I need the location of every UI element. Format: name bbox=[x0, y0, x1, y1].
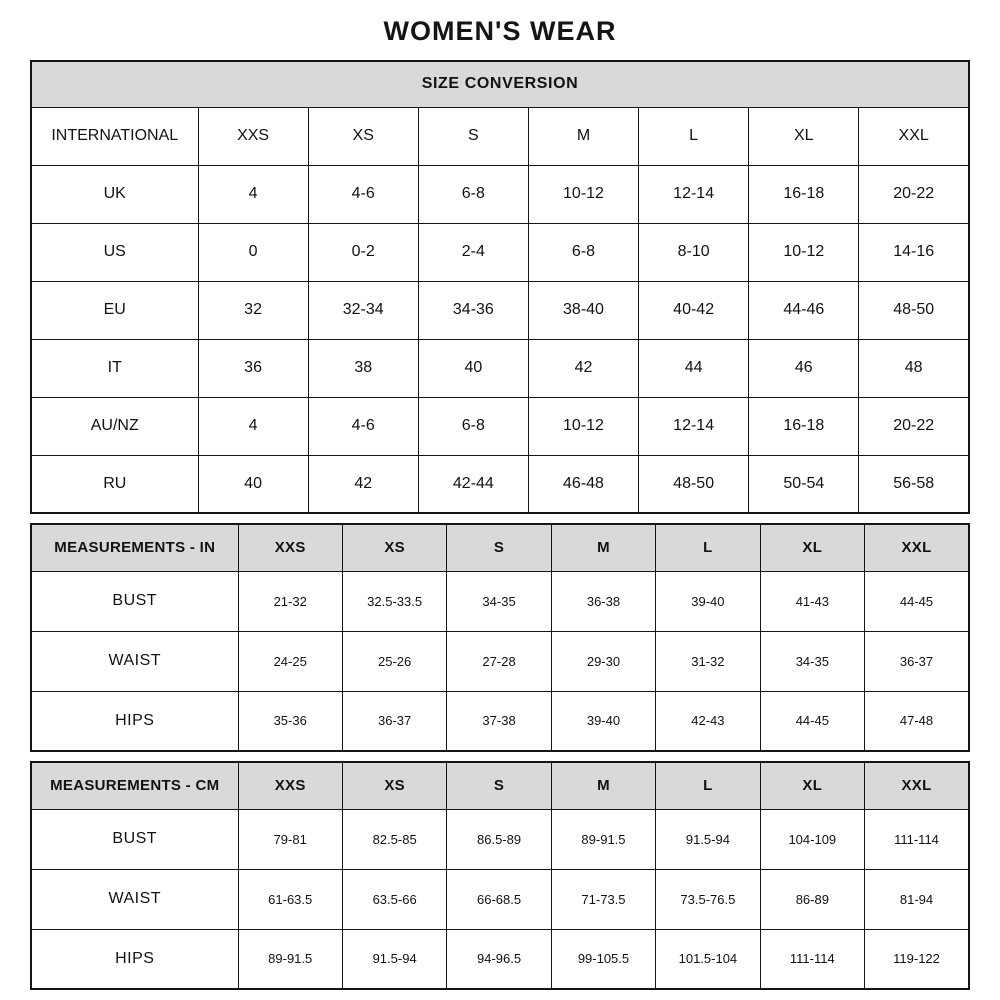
measurements_in-col-header: XL bbox=[760, 524, 864, 571]
page-title: WOMEN'S WEAR bbox=[383, 16, 617, 46]
size_conversion-cell: 10-12 bbox=[749, 223, 859, 281]
size_conversion-row-label: AU/NZ bbox=[31, 397, 198, 455]
measurements_cm-cell: 89-91.5 bbox=[238, 929, 342, 989]
size_conversion-cell: 6-8 bbox=[418, 397, 528, 455]
size_conversion-row bbox=[31, 455, 969, 513]
size_conversion-col-header: XS bbox=[308, 107, 418, 165]
measurements_in-cell: 24-25 bbox=[238, 631, 342, 691]
size_conversion-row-label: RU bbox=[31, 455, 198, 513]
measurements_in-cell: 44-45 bbox=[760, 691, 864, 751]
size_conversion-cell: 42 bbox=[308, 455, 418, 513]
size_conversion-col-header: XL bbox=[749, 107, 859, 165]
measurements_in-col-header: XS bbox=[342, 524, 446, 571]
measurements_cm-row-label: WAIST bbox=[31, 869, 238, 929]
size_conversion-cell: 38-40 bbox=[528, 281, 638, 339]
size_conversion-cell: 56-58 bbox=[859, 455, 969, 513]
size_conversion-cell: 44 bbox=[639, 339, 749, 397]
measurements_in-col-header: S bbox=[447, 524, 551, 571]
size_conversion-cell: 2-4 bbox=[418, 223, 528, 281]
size_conversion-cell: 46 bbox=[749, 339, 859, 397]
measurements_in-cell: 25-26 bbox=[342, 631, 446, 691]
measurements_in-cell: 34-35 bbox=[447, 571, 551, 631]
measurements_in-row-label: WAIST bbox=[31, 631, 238, 691]
measurements_cm-cell: 79-81 bbox=[238, 809, 342, 869]
size_conversion-cell: 42-44 bbox=[418, 455, 528, 513]
measurements_in-cell: 39-40 bbox=[656, 571, 760, 631]
measurements_cm-col-header: S bbox=[447, 762, 551, 809]
measurements_in-col-header: M bbox=[551, 524, 655, 571]
measurements_in-cell: 35-36 bbox=[238, 691, 342, 751]
measurements_cm-cell: 86-89 bbox=[760, 869, 864, 929]
measurements_in-cell: 36-37 bbox=[865, 631, 969, 691]
measurements_cm-cell: 101.5-104 bbox=[656, 929, 760, 989]
size_conversion-col-header: INTERNATIONAL bbox=[31, 107, 198, 165]
measurements-cm-table bbox=[30, 761, 970, 990]
measurements_in-row bbox=[31, 691, 969, 751]
measurements_cm-cell: 82.5-85 bbox=[342, 809, 446, 869]
measurements_cm-cell: 91.5-94 bbox=[656, 809, 760, 869]
size_conversion-cell: 32 bbox=[198, 281, 308, 339]
size_conversion-cell: 42 bbox=[528, 339, 638, 397]
measurements_cm-cell: 111-114 bbox=[865, 809, 969, 869]
measurements_in-row-label: BUST bbox=[31, 571, 238, 631]
measurements_in-cell: 31-32 bbox=[656, 631, 760, 691]
measurements_cm-col-header: XL bbox=[760, 762, 864, 809]
measurements_in-cell: 36-38 bbox=[551, 571, 655, 631]
size_conversion-col-header: XXL bbox=[859, 107, 969, 165]
measurements_cm-cell: 66-68.5 bbox=[447, 869, 551, 929]
size_conversion-cell: 6-8 bbox=[418, 165, 528, 223]
size_conversion-cell: 20-22 bbox=[859, 397, 969, 455]
measurements_cm-cell: 94-96.5 bbox=[447, 929, 551, 989]
measurements_cm-cell: 89-91.5 bbox=[551, 809, 655, 869]
measurements_in-cell: 44-45 bbox=[865, 571, 969, 631]
measurements_in-cell: 32.5-33.5 bbox=[342, 571, 446, 631]
size_conversion-cell: 48-50 bbox=[639, 455, 749, 513]
size_conversion-cell: 34-36 bbox=[418, 281, 528, 339]
size_conversion-cell: 12-14 bbox=[639, 165, 749, 223]
size_conversion-cell: 4-6 bbox=[308, 165, 418, 223]
measurements_cm-cell: 73.5-76.5 bbox=[656, 869, 760, 929]
measurements_cm-row bbox=[31, 809, 969, 869]
size_conversion-cell: 48-50 bbox=[859, 281, 969, 339]
measurements_in-row bbox=[31, 631, 969, 691]
size_conversion-row-label: EU bbox=[31, 281, 198, 339]
measurements_cm-cell: 99-105.5 bbox=[551, 929, 655, 989]
measurements_cm-cell: 104-109 bbox=[760, 809, 864, 869]
size_conversion-cell: 14-16 bbox=[859, 223, 969, 281]
size_conversion-cell: 44-46 bbox=[749, 281, 859, 339]
size_conversion-col-header: XXS bbox=[198, 107, 308, 165]
measurements_in-cell: 27-28 bbox=[447, 631, 551, 691]
size_conversion-cell: 20-22 bbox=[859, 165, 969, 223]
size_conversion-row-label: IT bbox=[31, 339, 198, 397]
measurements_cm-col-header: M bbox=[551, 762, 655, 809]
measurements_in-cell: 41-43 bbox=[760, 571, 864, 631]
measurements_cm-cell: 119-122 bbox=[865, 929, 969, 989]
measurements_in-row-label: HIPS bbox=[31, 691, 238, 751]
measurements_cm-col-header: L bbox=[656, 762, 760, 809]
size_conversion-cell: 50-54 bbox=[749, 455, 859, 513]
size_conversion-cell: 36 bbox=[198, 339, 308, 397]
size_conversion-row bbox=[31, 281, 969, 339]
size_conversion-cell: 40 bbox=[198, 455, 308, 513]
measurements_cm-cell: 71-73.5 bbox=[551, 869, 655, 929]
size_conversion-cell: 10-12 bbox=[528, 165, 638, 223]
measurements_cm-row-label: BUST bbox=[31, 809, 238, 869]
size_conversion-row bbox=[31, 339, 969, 397]
measurements-in-table bbox=[30, 523, 970, 752]
size_conversion-banner: SIZE CONVERSION bbox=[31, 61, 969, 107]
size_conversion-cell: 46-48 bbox=[528, 455, 638, 513]
measurements_in-cell: 37-38 bbox=[447, 691, 551, 751]
size_conversion-cell: 16-18 bbox=[749, 397, 859, 455]
size_conversion-cell: 0-2 bbox=[308, 223, 418, 281]
measurements_in-cell: 42-43 bbox=[656, 691, 760, 751]
size_conversion-cell: 10-12 bbox=[528, 397, 638, 455]
size_conversion-row-label: UK bbox=[31, 165, 198, 223]
size_conversion-cell: 40-42 bbox=[639, 281, 749, 339]
size_conversion-cell: 16-18 bbox=[749, 165, 859, 223]
size_conversion-row bbox=[31, 223, 969, 281]
measurements_in-cell: 36-37 bbox=[342, 691, 446, 751]
size_conversion-cell: 6-8 bbox=[528, 223, 638, 281]
size_conversion-row bbox=[31, 397, 969, 455]
measurements_in-cell: 34-35 bbox=[760, 631, 864, 691]
measurements_cm-cell: 61-63.5 bbox=[238, 869, 342, 929]
measurements_in-row bbox=[31, 571, 969, 631]
size_conversion-row bbox=[31, 165, 969, 223]
size_conversion-cell: 4 bbox=[198, 397, 308, 455]
measurements_cm-cell: 111-114 bbox=[760, 929, 864, 989]
size_conversion-row-label: US bbox=[31, 223, 198, 281]
measurements_in-col-header: XXL bbox=[865, 524, 969, 571]
measurements_in-col-header: L bbox=[656, 524, 760, 571]
size_conversion-cell: 4 bbox=[198, 165, 308, 223]
size_conversion-cell: 32-34 bbox=[308, 281, 418, 339]
size_conversion-col-header: L bbox=[639, 107, 749, 165]
size_conversion-cell: 8-10 bbox=[639, 223, 749, 281]
measurements_in-col-header: XXS bbox=[238, 524, 342, 571]
size_conversion-cell: 4-6 bbox=[308, 397, 418, 455]
size_conversion-cell: 40 bbox=[418, 339, 528, 397]
measurements_cm-row-label: HIPS bbox=[31, 929, 238, 989]
measurements_in-cell: 39-40 bbox=[551, 691, 655, 751]
size_conversion-cell: 12-14 bbox=[639, 397, 749, 455]
size_conversion-col-header: S bbox=[418, 107, 528, 165]
measurements_cm-col-header: XXS bbox=[238, 762, 342, 809]
measurements_cm-row bbox=[31, 929, 969, 989]
measurements_cm-col-header: XXL bbox=[865, 762, 969, 809]
measurements_cm-cell: 91.5-94 bbox=[342, 929, 446, 989]
measurements_cm-cell: 81-94 bbox=[865, 869, 969, 929]
measurements_cm-col-header: XS bbox=[342, 762, 446, 809]
measurements_in-col-header: MEASUREMENTS - IN bbox=[31, 524, 238, 571]
measurements_cm-cell: 86.5-89 bbox=[447, 809, 551, 869]
size-conversion-table bbox=[30, 60, 970, 514]
measurements_in-cell: 29-30 bbox=[551, 631, 655, 691]
size_conversion-cell: 0 bbox=[198, 223, 308, 281]
measurements_cm-row bbox=[31, 869, 969, 929]
measurements_in-cell: 47-48 bbox=[865, 691, 969, 751]
measurements_cm-col-header: MEASUREMENTS - CM bbox=[31, 762, 238, 809]
size_conversion-cell: 48 bbox=[859, 339, 969, 397]
measurements_cm-cell: 63.5-66 bbox=[342, 869, 446, 929]
measurements_in-cell: 21-32 bbox=[238, 571, 342, 631]
size_conversion-cell: 38 bbox=[308, 339, 418, 397]
size_conversion-col-header: M bbox=[528, 107, 638, 165]
